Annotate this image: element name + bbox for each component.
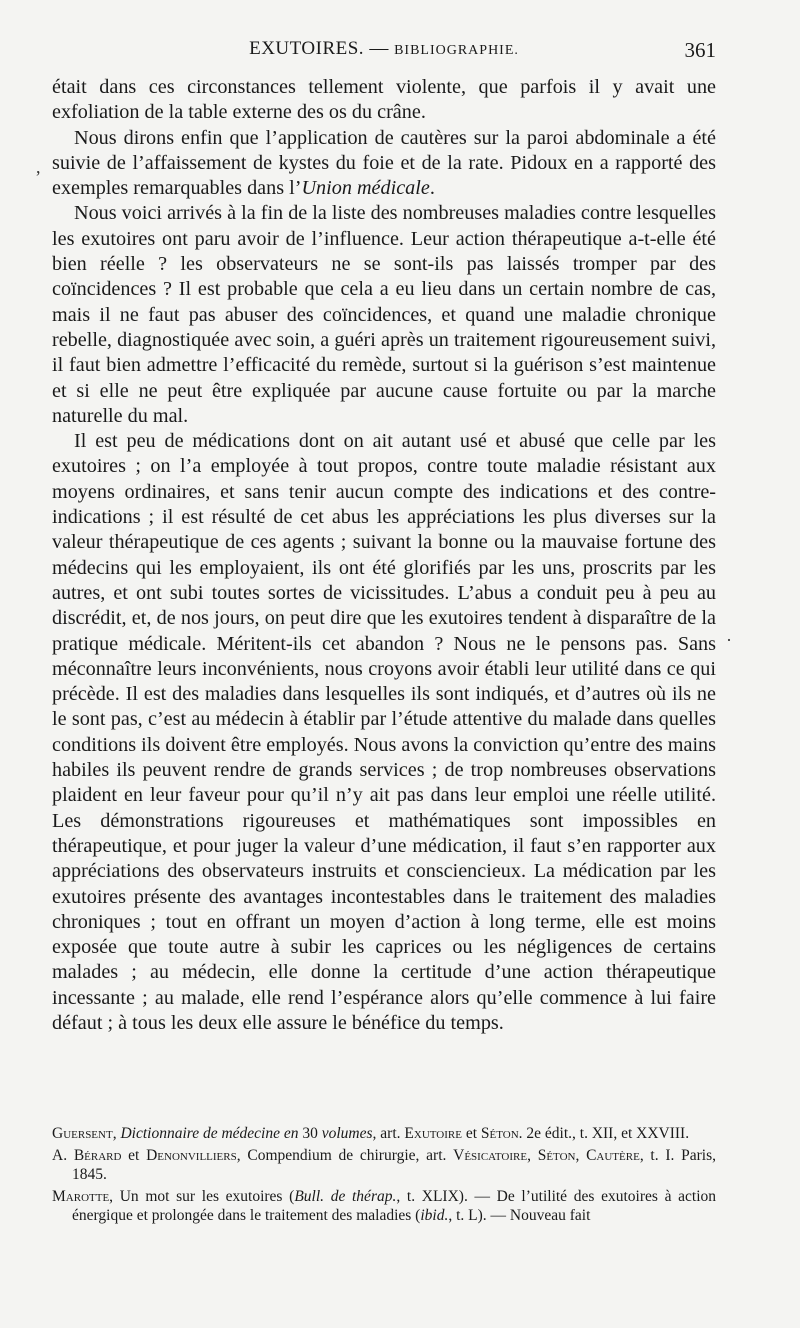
ref-title: Dictionnaire de médecine en [120,1125,299,1142]
ref-text: 30 [298,1125,322,1142]
header-title-main: EXUTOIRES. [249,38,365,59]
reference-2 [52,1146,716,1185]
ref-text: et [461,1125,481,1142]
body-text [52,75,716,1036]
ref-article: Séton [537,1146,576,1164]
ref-title: Bull. de thérap. [294,1187,397,1205]
running-header [52,38,716,68]
bibliography [52,1124,716,1228]
ref-text: , Un mot sur les exutoires ( [109,1187,295,1205]
paragraph-3: Nous voici arrivés à la fin de la liste des nombreuses maladies contre lesquelles les exutoires ont paru avoir de l’influence. Leur action thérapeutique a-t-elle été bien réelle ? les observateurs ne se sont-ils pas laissés tromper par des coïncidences ? Il est probable que cela a eu lieu dans un certain nombre de cas, mais il ne faut pas abuser des coïncidences, et quand une maladie chronique rebelle, diagnostiquée avec soin, a guéri après un traitement rigoureusement suivi, il faut bien admettre l’efficacité du remède, surtout si la guérison s’est maintenue et si elle ne peut être expliquée par aucune cause fortuite ou par la marche naturelle du mal. [52,202,716,427]
paragraph-4: Il est peu de médications dont on ait autant usé et abusé que celle par les exutoires ; on l’a employée à tout propos, contre toute maladie résistant aux moyens ordinaires, et sans tenir aucun compte des indications et des contre-indications ; il est résulté de cet abus les appréciations les plus diverses sur la valeur thérapeutique de ces agents ; suivant la bonne ou la mauvaise fortune des médecins qui les employaient, ils ont été glorifiés par les uns, proscrits par les autres, et ont subi toutes sortes de vicissitudes. L’abus a conduit peu à peu au discrédit, et, de nos jours, on peut dire que les exutoires tendent à disparaître de la pratique médicale. Méritent-ils cet abandon ? Nous ne le pensons pas. Sans méconnaître leurs inconvénients, nous croyons avoir établi leur utilité dans ce qui précède. Il est des maladies dans lesquelles ils sont indiqués, et d’autres où ils ne le sont pas, c’est au médecin à établir par l’étude attentive du malade dans quelles conditions ils doivent être employés. Nous avons la conviction qu’entre des mains habiles ils peuvent rendre de grands services ; de trop nombreuses observations plaident en leur faveur pour qu’il n’y ait pas dans leur emploi une réelle utilité. Les démonstrations rigoureuses et mathématiques sont impossibles en thérapeutique, et pour juger la valeur d’une médication, il faut s’en rapporter aux appréciations des observateurs instruits et consciencieux. La médication par les exutoires présente des avantages incontestables dans le traitement des maladies chroniques ; tout en offrant un moyen d’action à long terme, elle est moins exposée que toute autre à subir les caprices ou les négligences de certains malades ; au médecin, elle donne la certitude d’une action thérapeutique incessante ; au malade, elle rend l’espérance alors qu’elle commence à lui faire défaut ; à tous les deux elle assure le bénéfice du temps. [52,430,716,1034]
ref-text: , Compendium de chirurgie, art. [236,1146,454,1164]
ref-author: Guersent, [52,1125,117,1142]
ref-text: art. [376,1125,405,1142]
paragraph-2 [52,126,716,202]
header-title-dash: — [364,38,395,59]
paragraph-2-text: Nous dirons enfin que l’application de cautères sur la paroi abdominale a été suivie de l’affaissement de kystes du foie et de la rate. Pidoux en a rapporté des exemples remarquables dans l’ [52,126,716,200]
margin-mark-left: , [36,157,41,177]
reference-1 [52,1124,716,1144]
ref-text: . 2e édit., t. XII, et XXVIII. [518,1125,690,1142]
ref-text: et [121,1146,147,1164]
ref-text: , [527,1146,538,1164]
ref-text: , t. L). — Nouveau fait [448,1207,591,1224]
ref-author: Denonvilliers [146,1146,237,1164]
running-title [52,38,716,60]
ref-article: Séton [480,1125,519,1142]
ref-text: , t. XLIX). — De l’utilité des exutoires à action énergique et prolongée dans le traitement des maladies ( [72,1187,716,1224]
ref-article: Vésicatoire [453,1146,528,1164]
ref-author: Bérard [73,1146,122,1164]
ref-text: A. [52,1146,74,1164]
journal-title: Union médicale [301,177,430,200]
paragraph-2-end: . [429,177,435,200]
paragraph-1: était dans ces circonstances tellement violente, que parfois il y avait une exfoliation de la table externe des os du crâne. [52,76,716,124]
reference-3 [52,1187,716,1226]
ref-title: ibid. [420,1207,449,1224]
margin-mark-right: · [726,630,732,650]
ref-text: , [575,1146,587,1164]
ref-article: Exutoire [404,1125,462,1142]
ref-article: Cautère [586,1146,640,1164]
ref-text: , t. I. Paris, 1845. [72,1146,717,1183]
header-title-sub: BIBLIOGRAPHIE. [394,43,519,58]
page-number: 361 [684,38,716,62]
ref-title: volumes, [321,1125,377,1142]
ref-author: Marotte [52,1187,110,1205]
